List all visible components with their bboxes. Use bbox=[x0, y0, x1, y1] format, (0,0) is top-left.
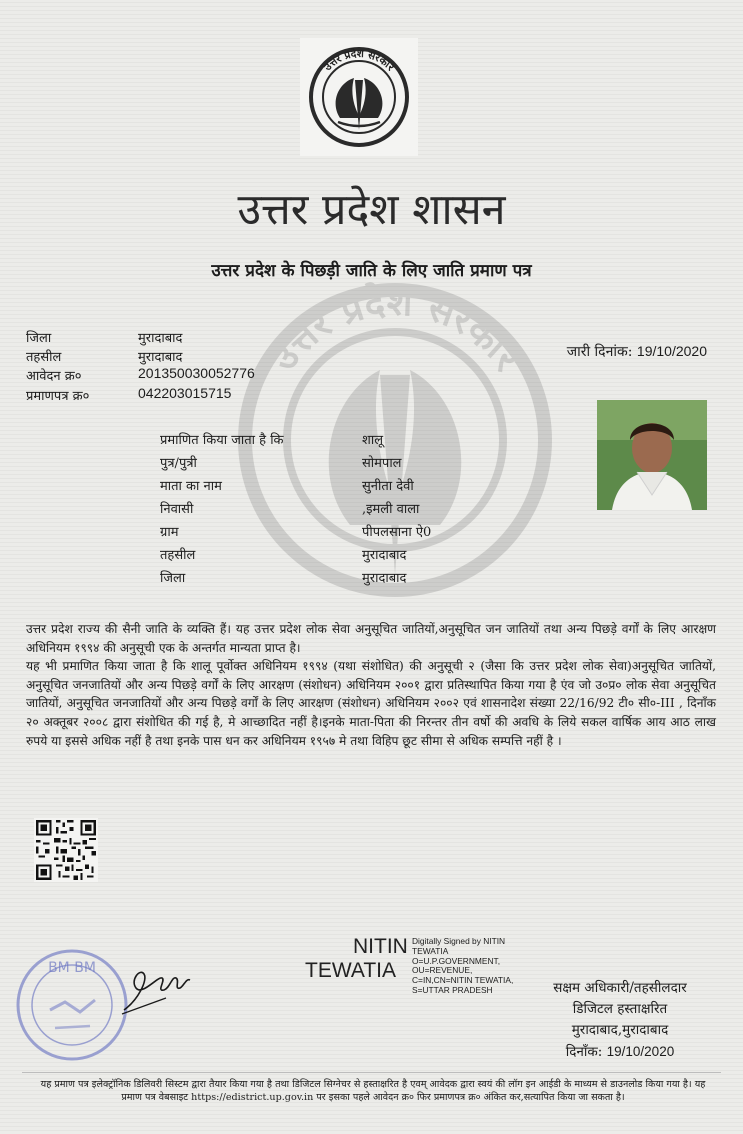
signer-first-name: NITIN bbox=[353, 935, 408, 958]
certificate-body bbox=[26, 620, 716, 750]
digital-signature-details: Digitally Signed by NITIN TEWATIA O=U.P.GOVERNMENT, OU=REVENUE, C=IN,CN=NITIN TEWATIA, S=UTTAR PRADESH bbox=[412, 936, 514, 995]
state-emblem bbox=[300, 38, 418, 156]
parent-label: पुत्र/पुत्री bbox=[160, 456, 197, 471]
certificate-number-label: प्रमाणपत्र क्र० bbox=[26, 389, 90, 404]
issue-date bbox=[567, 342, 707, 361]
application-number-label: आवेदन क्र० bbox=[26, 369, 82, 384]
page-title: उत्तर प्रदेश शासन bbox=[237, 185, 506, 235]
watermark-text: उत्तर प्रदेश सरकार bbox=[259, 278, 531, 379]
issue-date-value: 19/10/2020 bbox=[636, 343, 707, 359]
officer-signed: डिजिटल हस्ताक्षरित bbox=[572, 1001, 668, 1017]
cert-tehsil-value: मुरादाबाद bbox=[362, 548, 407, 563]
resident-value: ,इमली वाला bbox=[362, 502, 420, 517]
mother-name-label: माता का नाम bbox=[160, 479, 222, 494]
parent-value: सोमपाल bbox=[362, 456, 402, 471]
footer-note: यह प्रमाण पत्र इलेक्ट्रॉनिक डिलिवरी सिस्टम द्वारा तैयार किया गया है तथा डिजिटल सिग्नेचर से हस्ताक्षरित है एवम् आवेदक द्वारा स्वयं की लॉग इन आईडी के माध्यम से डाउनलोड किया गया है। यह प्रमाण पत्र वेबसाइट https://edistrict.up.gov.in पर इसका पहले आवेदन क्र० फिर प्रमाणपत्र क्र० अंकित कर,सत्यापित किया जा सकता है। bbox=[40, 1079, 706, 1103]
up-emblem-icon bbox=[300, 38, 418, 156]
officer-title: सक्षम अधिकारी/तहसीलदार bbox=[553, 980, 687, 996]
application-number-value: 201350030052776 bbox=[138, 365, 255, 381]
cert-tehsil-label: तहसील bbox=[160, 548, 196, 563]
officer-date bbox=[520, 1041, 720, 1063]
stamp-text: BM BM bbox=[48, 960, 96, 976]
district-value: मुरादाबाद bbox=[138, 331, 183, 346]
body-paragraph-income: यह भी प्रमाणित किया जाता है कि शालू पूर्वोक्त अधिनियम १९९४ (यथा संशोधित) की अनुसूची २ (जैसा कि उत्तर प्रदेश लोक सेवा)अनुसूचित जातियों, अनुसूचित जनजातियों और अन्य पिछड़े वर्गों के लिए आरक्षण (संशोधन) अधिनियम २००१ द्वारा प्रतिस्थापित किया गया है एंव जो उ०प्र० लोक सेवा अनुसूचित जातियों, अनुसूचित जनजातियों और अन्य पिछड़े वर्गों के लिए आरक्षण (संशोधन) अधिनियम २००२ एवं शासनादेश संख्या 22/16/92 टी० सी०-III , दिनाँक २० अक्तूबर २००८ द्वारा संशोधित की गई है, मे आच्छादित नहीं है।इनके माता-पिता की निरन्तर तीन वर्षो की अवधि के लिये सकल वार्षिक आय आठ लाख रुपये या इससे अधिक नहीं है तथा इनके पास धन कर अधिनियम १९५७ मे तथा विहिप छूट सीमा से अधिक सम्पत्ति नहीं है । bbox=[26, 659, 716, 748]
body-paragraph-caste: उत्तर प्रदेश राज्य की सैनी जाति के व्यक्ति हैं। यह उत्तर प्रदेश लोक सेवा अनुसूचित जातियों,अनुसूचित जन जातियों तथा अन्य पिछड़े वर्गों के लिए आरक्षण अधिनियम १९९४ की अनुसूची एक के अन्तर्गत मान्यता प्राप्त है। bbox=[26, 622, 716, 655]
applicant-name-value: शालू bbox=[362, 433, 384, 448]
emblem-text: उत्तर प्रदेश सरकार bbox=[321, 47, 397, 74]
cert-district-value: मुरादाबाद bbox=[362, 571, 407, 586]
handwritten-signature-icon bbox=[118, 960, 198, 1020]
certificate-subtitle: उत्तर प्रदेश के पिछड़ी जाति के लिए जाति प्रमाण पत्र bbox=[211, 261, 532, 281]
person-photo-icon bbox=[597, 400, 707, 510]
mother-name-value: सुनीता देवी bbox=[362, 479, 414, 494]
footer-divider bbox=[22, 1072, 721, 1073]
cert-district-label: जिला bbox=[160, 571, 186, 586]
tehsil-label: तहसील bbox=[26, 350, 62, 365]
resident-label: निवासी bbox=[160, 502, 194, 517]
qr-code-icon bbox=[34, 818, 98, 882]
village-label: ग्राम bbox=[160, 525, 179, 540]
village-value: पीपलसाना ऐ0 bbox=[362, 525, 432, 540]
applicant-photo bbox=[597, 400, 707, 510]
officer-date-value: 19/10/2020 bbox=[606, 1044, 675, 1059]
district-label: जिला bbox=[26, 331, 52, 346]
issue-date-label: जारी दिनांक: bbox=[566, 344, 633, 360]
signer-last-name: TEWATIA bbox=[305, 959, 396, 982]
officer-block bbox=[520, 978, 720, 1063]
tehsil-value: मुरादाबाद bbox=[138, 350, 183, 365]
officer-place: मुरादाबाद,मुरादाबाद bbox=[571, 1022, 669, 1038]
certificate-number-value: 042203015715 bbox=[138, 385, 232, 401]
officer-date-label: दिनाँक: bbox=[565, 1044, 603, 1060]
certify-intro-label: प्रमाणित किया जाता है कि bbox=[160, 433, 284, 448]
